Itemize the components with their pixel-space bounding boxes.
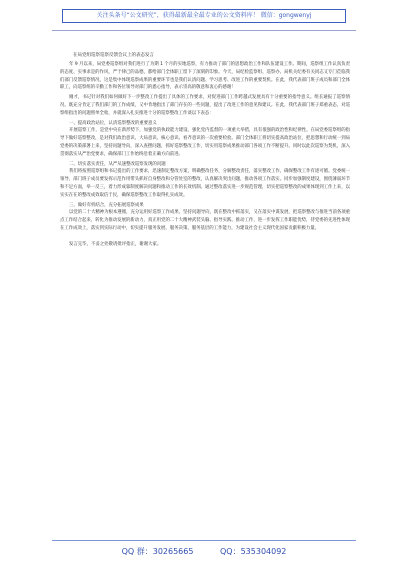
promo-banner bbox=[62, 9, 346, 23]
body-paragraph-1: 年 9 月以来，局党委巡察组对我们进行了为期 1 个月的实地巡察，有力推动了部门的思想政治工作和队伍建设工作。期间，巡察组工作认真负责的态度、实事求是的作风，严于律己的品德，都给部门全体职工留下了深刻的印象。今天，局纪检监察组、巡察办、局机关纪委有关同志又专门莅临我们部门反馈巡察情况，这是集中体现巡察成果的重要环节也是我们认清问题、学习思考、改进工作的重要契机。在此，我代表部门班子成员和部门全体职工，向巡察组的辛勤工作和各位领导对部门的悉心指导，表示崇高的敬意和衷心的感谢！ bbox=[60, 62, 350, 91]
section-body-2: 我们将按照巡察组和书记提出的工作要求，迅速制定整改方案，明确整改任务，分解整改责任，落实整改工作，确保整改工作有迹可循。党委统一领导，部门班子成员要发挥示范作用带头抓好自身整改和分管处室的整改，认真解决突出问题，推动各项工作落实。同步加强制度建设，围绕薄弱环节和不足方面，举一反三，着力形成靠制度解决问题和推动工作的长效机制。通过整改落实进一步规范管理，切实把巡察整改的成果体现到工作上来，以实实在在的整改成效取信于民，确保巡察整改工作取得扎实成效。 bbox=[60, 169, 351, 198]
section-heading-2: 二、切实落实责任，从严从速整改巡察发现的问题 bbox=[69, 161, 166, 167]
promo-banner-text: 关注头条号“公文研究”，获得最新最全最专业的公文资料库！ 微信：gongwenyj bbox=[96, 12, 312, 19]
document-title: 在局党组巡察巡察反馈会议上的表态发言 bbox=[73, 53, 154, 58]
qq-contact-text: QQ：535304092 bbox=[220, 547, 287, 556]
qq-group-text: QQ 群：30265665 bbox=[121, 547, 194, 556]
closing-remark: 发言完毕，不妥之处敬请批评指正，谢谢大家。 bbox=[69, 241, 162, 247]
footer-contact bbox=[0, 547, 408, 557]
footer-divider bbox=[52, 540, 356, 541]
header-divider bbox=[52, 30, 356, 31]
section-heading-1: 一、提高政治站位，认清巡察整改的重要意义 bbox=[69, 120, 157, 126]
document-body bbox=[60, 52, 350, 249]
section-heading-3: 三、做好有机结合，充分拓展巡察成果 bbox=[69, 202, 144, 208]
section-body-3: 以党的二十大精神为根本遵循，充分运用好巡察工作成果，坚持问题导向，既在整改中抓落实，又在落实中谋发展，把巡察整改与推进当前各项重点工作结合起来，转化为推动发展的新动力，真正用党的二十大精神武装头脑、指导实践、推动工作，进一步发挥工作职能优势，待党委的先进性体现在工作成效上，落实到实际行动中，切实提升服务发展、服务决策、服务基层的工作能力，为建设社会主义现代化国家贡献积极力量。 bbox=[60, 210, 351, 231]
body-paragraph-2: 刚才，书记针对我们如何做好下一步整改工作提出了具体的工作要求，对促进部门工作跨越式发展具有十分重要的指导意义。组长通报了巡察情况，既充分肯定了我们部门的工作成绩，又中肯地指出了部门存在的一些问题，提出了改进工作的意见和建议。在此，我代表部门班子郑重表态，对巡察组指出的问题照单全收，并就深入扎实推进十分的巡察整改工作谈以下表态： bbox=[60, 95, 350, 116]
section-body-1: 开展巡察工作，是党中央在新形势下，加强党的执政能力建设、强化党内监督的一项重大举措，具有很强的政治性和纪律性。在局党委巡察组的指导下做好巡察整改，是对我们政治意识、大局意识、核心意识、看齐意识的一次重要检验。部门全体职工将切实提高政治站位，把思想和行动统一到局党委的决策部署上来，坚持问题导向，深入查摆问题，抓好巡察整改工作，切实用巡察成果推动部门各项工作不断提升。同时以此次巡察为契机，深入贯彻落实从严治党要求，确保部门工作始终沿着正确方向前进。 bbox=[60, 128, 351, 157]
